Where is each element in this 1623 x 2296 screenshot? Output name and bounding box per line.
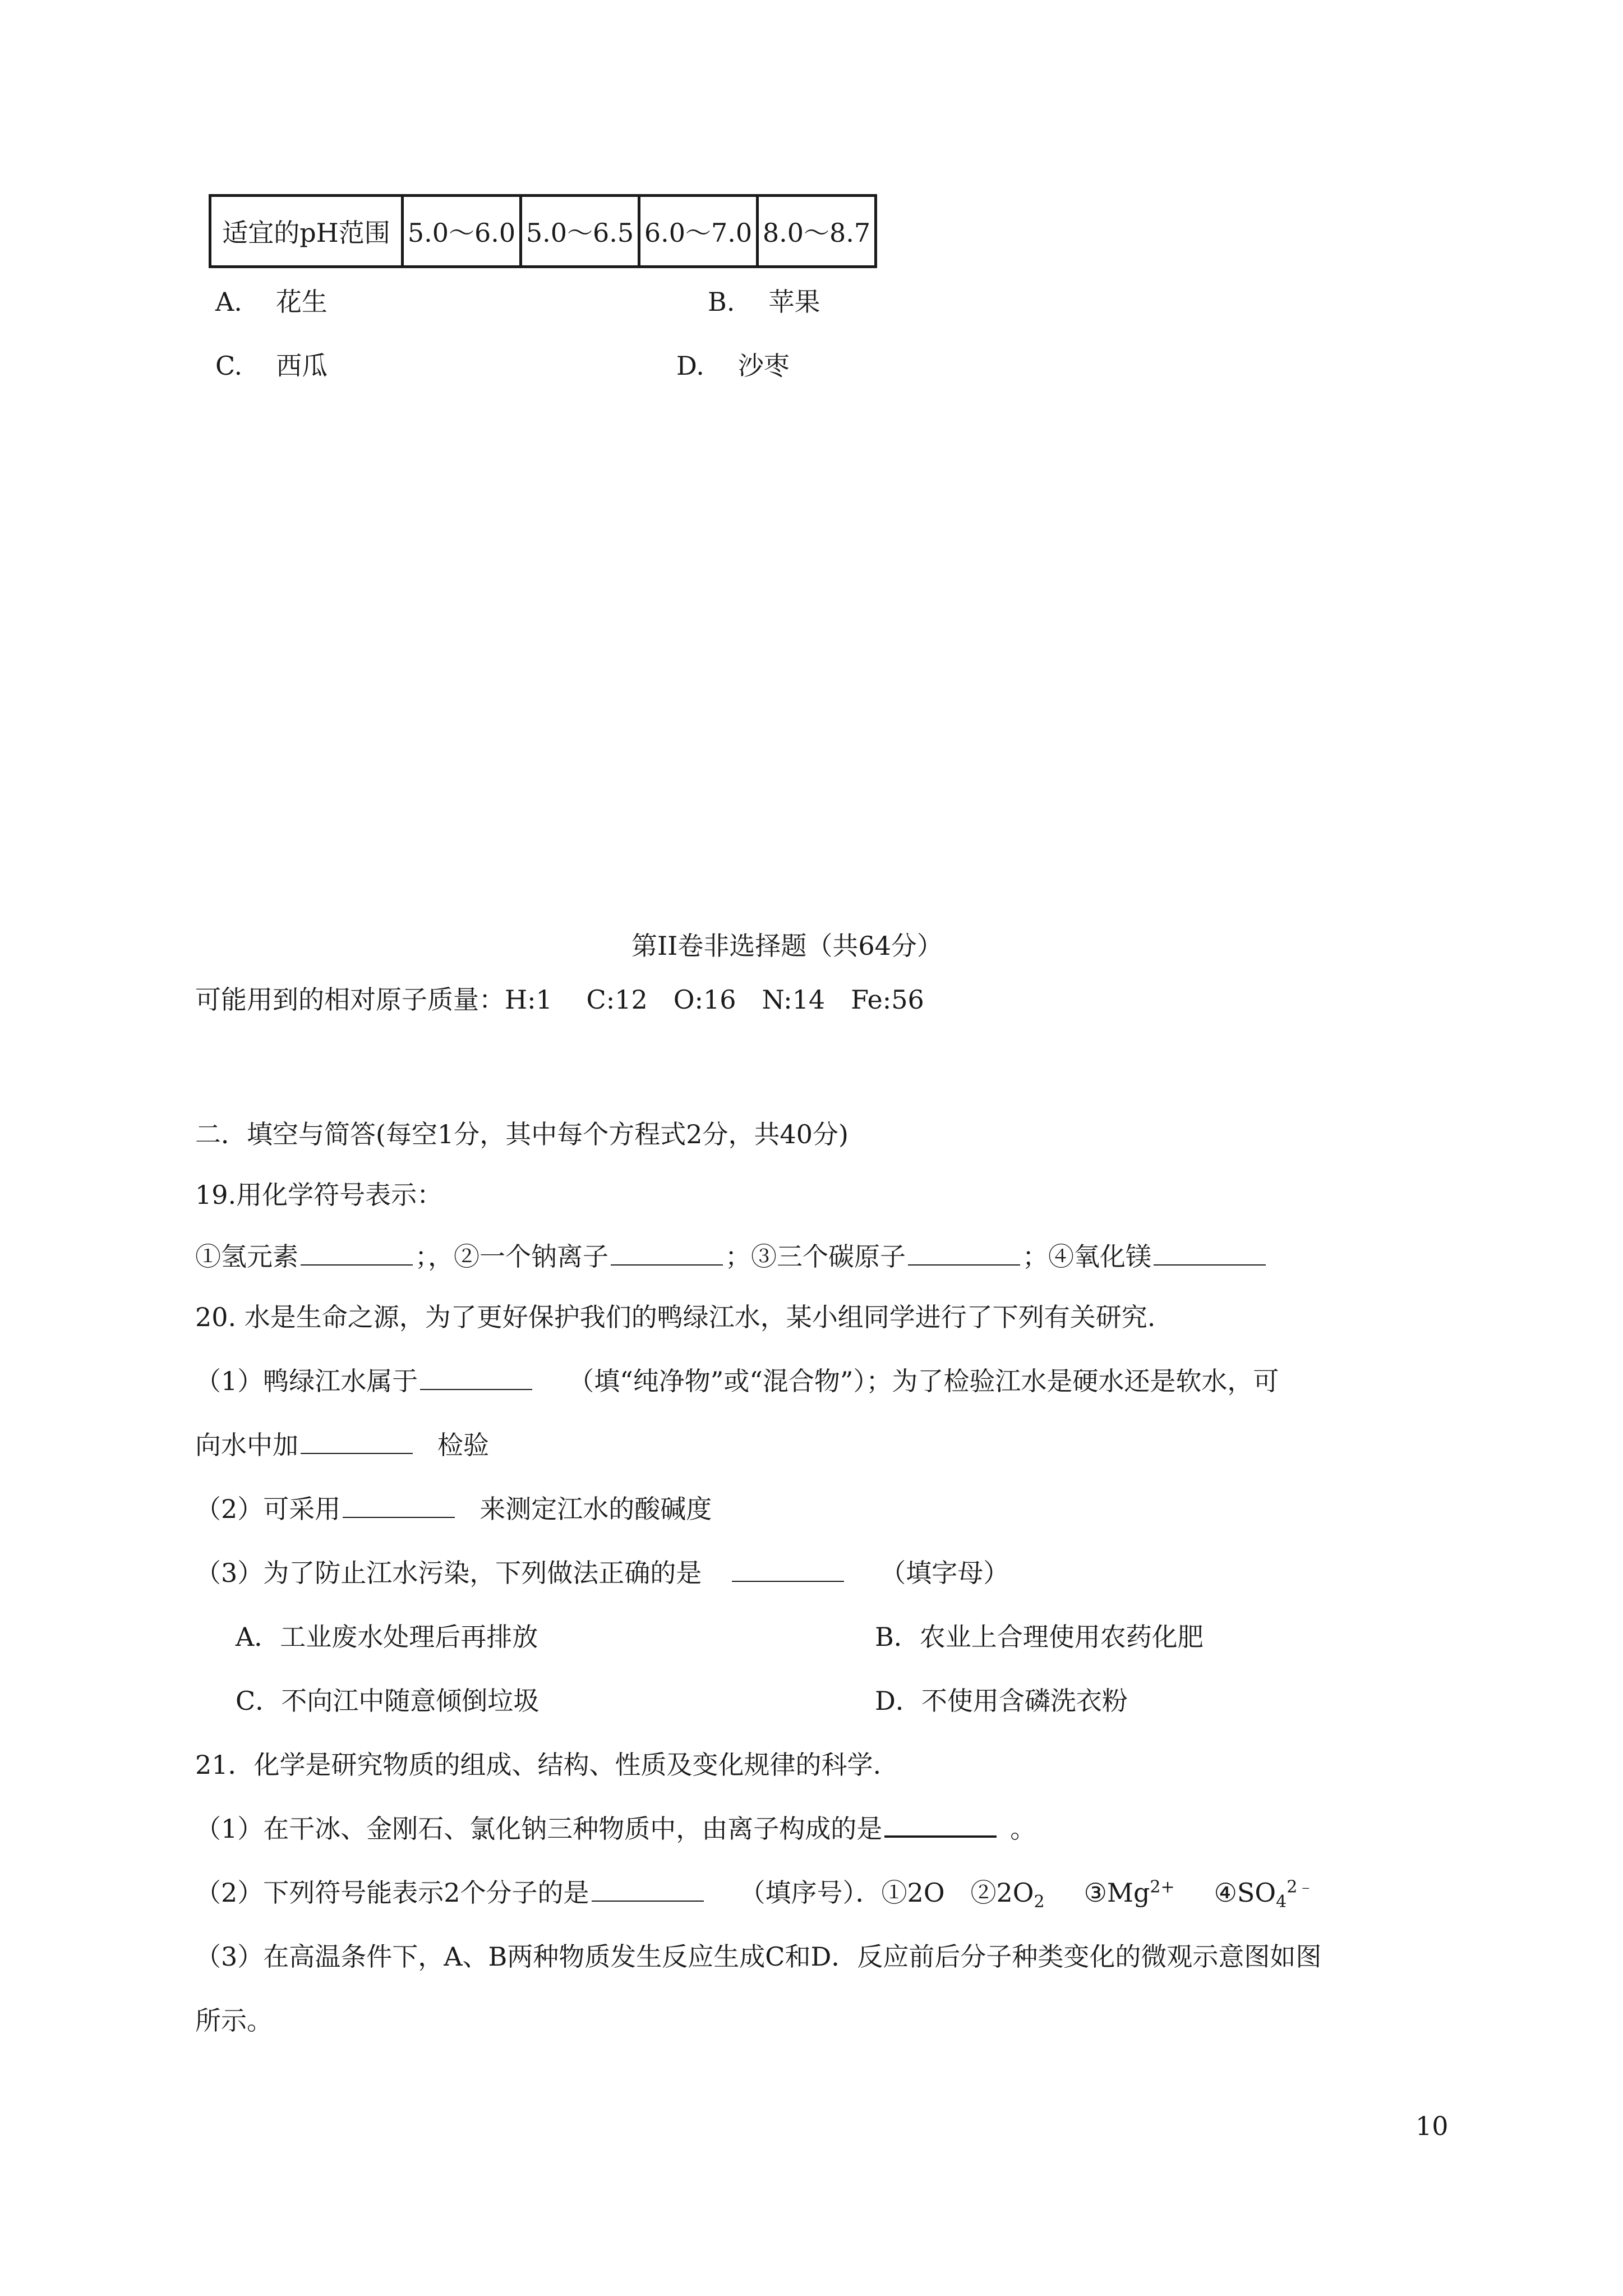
q21-stem: 21．化学是研究物质的组成、结构、性质及变化规律的科学. (195, 1750, 882, 1780)
q19-answers: ①氢元素 ；，②一个钠离子 ；③三个碳原子 ；④氧化镁 (195, 1240, 1268, 1273)
answer-blank[interactable] (592, 1900, 704, 1902)
q21-part3: （3）在高温条件下，A、B两种物质发生反应生成C和D．反应前后分子种类变化的微观示意图如图 (195, 1941, 1322, 1972)
q20-part1: （1）鸭绿江水属于 （填“纯净物”或“混合物”）；为了检验江水是硬水还是软水，可 (195, 1366, 1279, 1396)
q21-part2: （2）下列符号能表示2个分子的是 （填序号）．①2O $②2O_2$ $③Mg^{2+}$ $④SO_4^{2﹣}$ (195, 1877, 1315, 1912)
ph-range-table (209, 194, 877, 268)
option-d: D. 沙枣 (676, 351, 790, 381)
table-cell: 6.0～7.0 (639, 196, 758, 267)
table-cell: 8.0～8.7 (758, 196, 876, 267)
answer-blank[interactable] (732, 1580, 844, 1582)
q20-option-d: D．不使用含磷洗衣粉 (875, 1686, 1128, 1716)
section-heading: 二．填空与简答(每空1分，其中每个方程式2分，共40分) (195, 1119, 849, 1149)
table-row (210, 196, 876, 267)
q20-part3: （3）为了防止江水污染，下列做法正确的是 （填字母） (195, 1558, 1009, 1588)
option-b: B. 苹果 (708, 287, 820, 317)
q21-part1: （1）在干冰、金刚石、氯化钠三种物质中，由离子构成的是 。 (195, 1814, 1036, 1844)
q20-option-c: C．不向江中随意倾倒垃圾 (236, 1686, 540, 1716)
q20-stem: 20. 水是生命之源，为了更好保护我们的鸭绿江水，某小组同学进行了下列有关研究. (195, 1302, 1156, 1332)
answer-blank[interactable] (301, 1264, 413, 1266)
option-a: A. 花生 (215, 287, 328, 317)
atomic-mass-line: 可能用到的相对原子质量：H:1 C:12 O:16 N:14 Fe:56 (195, 984, 924, 1015)
section-title: 第II卷非选择题（共64分） (631, 931, 943, 961)
answer-blank[interactable] (1154, 1264, 1266, 1266)
answer-blank[interactable] (301, 1452, 413, 1454)
q20-part2: （2）可采用 来测定江水的酸碱度 (195, 1494, 712, 1524)
q21-part3-cont: 所示。 (195, 2005, 273, 2036)
answer-blank[interactable] (908, 1264, 1020, 1266)
answer-blank[interactable] (884, 1835, 997, 1838)
answer-blank[interactable] (343, 1516, 455, 1518)
table-cell: 5.0～6.5 (521, 196, 639, 267)
q20-option-a: A．工业废水处理后再排放 (236, 1622, 538, 1652)
q19-stem: 19.用化学符号表示： (195, 1180, 443, 1210)
answer-blank[interactable] (611, 1264, 723, 1266)
table-header-cell: 适宜的pH范围 (210, 196, 403, 267)
page-number: 10 (1415, 2111, 1449, 2141)
q20-option-b: B．农业上合理使用农药化肥 (875, 1622, 1204, 1652)
option-c: C. 西瓜 (215, 351, 328, 381)
answer-blank[interactable] (420, 1388, 532, 1390)
q20-part1-cont: 向水中加 检验 (195, 1430, 489, 1460)
table-cell: 5.0～6.0 (403, 196, 521, 267)
